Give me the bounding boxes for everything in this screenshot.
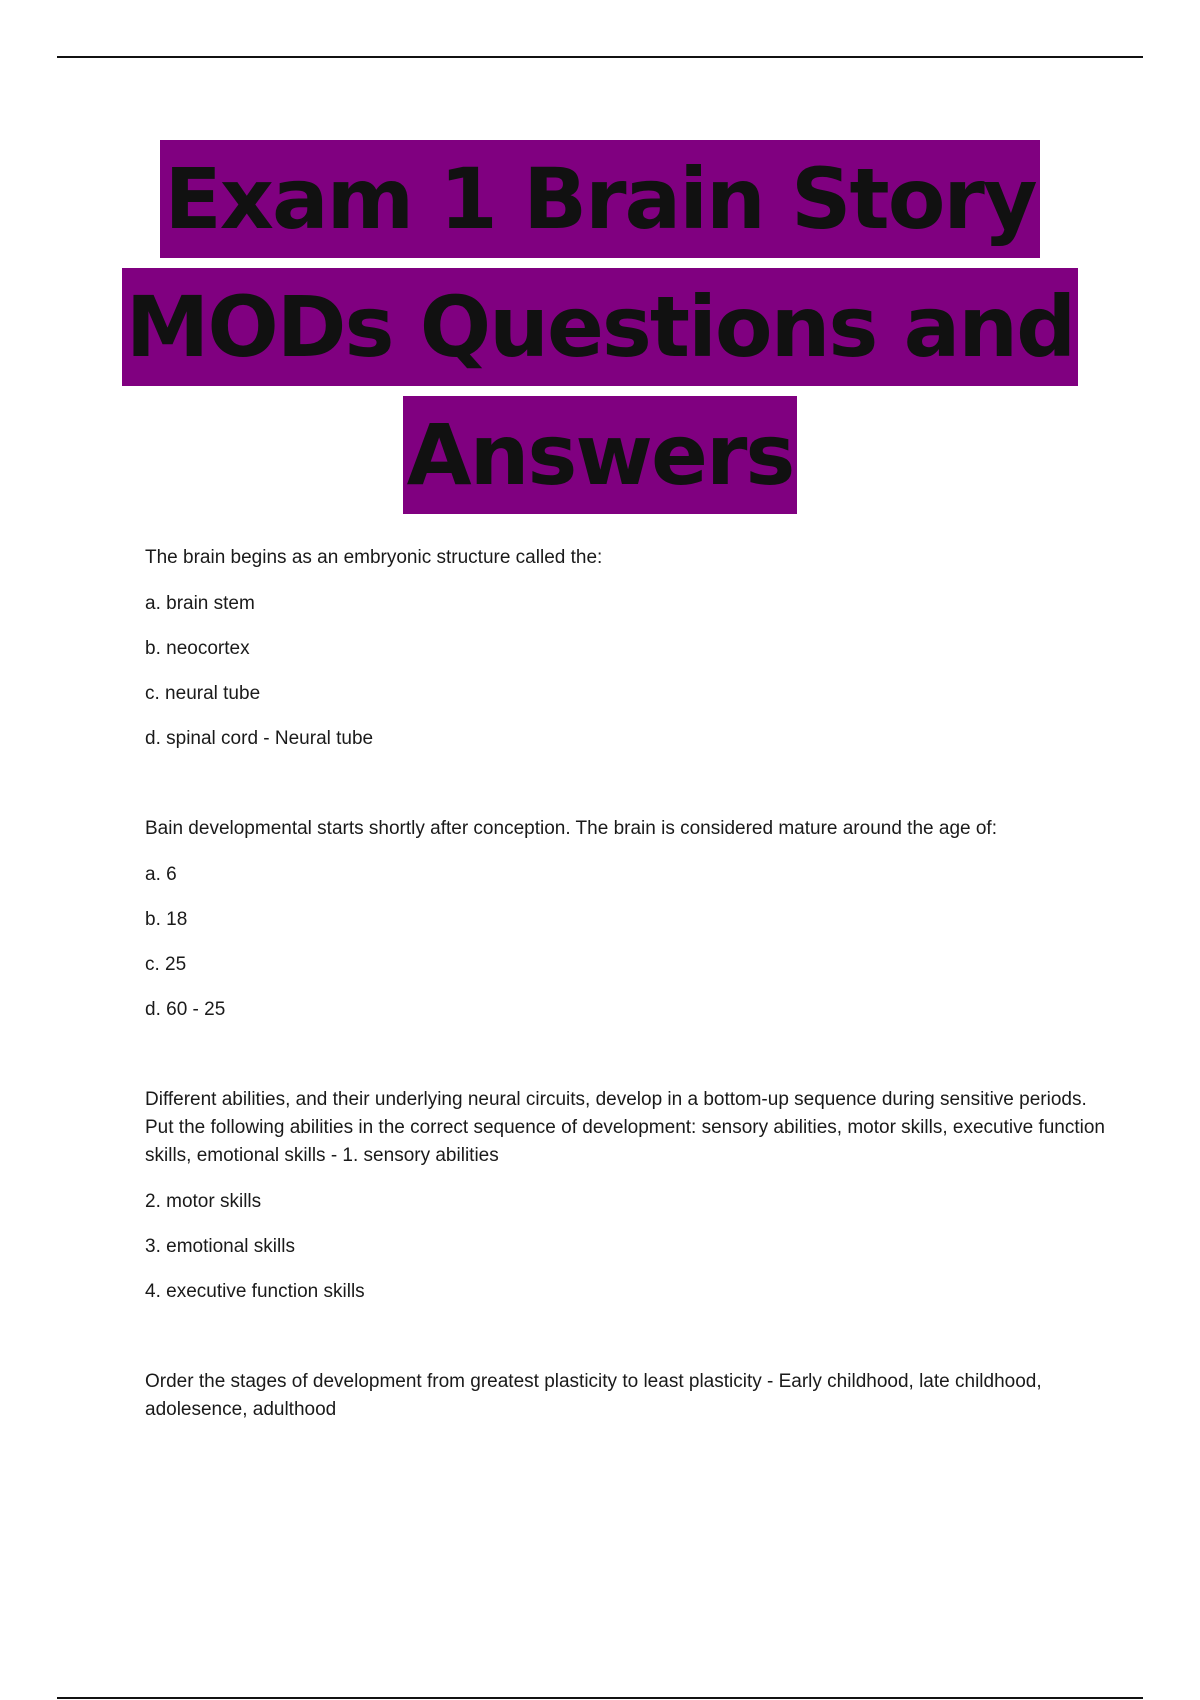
answer-option: d. 60 - 25	[145, 999, 226, 1020]
question-prompt: The brain begins as an embryonic structure called the:	[145, 547, 603, 568]
answer-option: 4. executive function skills	[145, 1281, 365, 1302]
document-title	[0, 140, 1200, 524]
title-line-1: Exam 1 Brain Story	[0, 140, 1200, 268]
answer-option: b. 18	[145, 909, 188, 930]
answer-option: d. spinal cord - Neural tube	[145, 728, 374, 749]
answer-option: a. brain stem	[145, 593, 255, 614]
answer-option: b. neocortex	[145, 638, 250, 659]
top-rule	[57, 56, 1143, 58]
title-line-3: Answers	[0, 396, 1200, 524]
answer-option: a. 6	[145, 864, 177, 885]
question-block-3	[145, 1086, 1105, 1306]
bottom-rule	[57, 1697, 1143, 1699]
title-line-2: MODs Questions and	[0, 268, 1200, 396]
question-prompt: Different abilities, and their underlying neural circuits, develop in a bottom-up sequence during sensitive periods. Put the following abilities in the correct sequence of development: sensory abilities, motor skills, executive function skills, emotional skills - 1. sensory abilities	[145, 1089, 1105, 1166]
answer-option: 3. emotional skills	[145, 1236, 295, 1257]
answer-option: 2. motor skills	[145, 1191, 262, 1212]
question-block-1	[145, 544, 1105, 753]
question-block-4	[145, 1368, 1105, 1424]
answer-option: c. neural tube	[145, 683, 261, 704]
question-block-2	[145, 815, 1105, 1024]
questions-list	[145, 544, 1105, 1486]
answer-option: c. 25	[145, 954, 187, 975]
question-prompt: Bain developmental starts shortly after conception. The brain is considered mature around the age of:	[145, 818, 997, 839]
question-prompt: Order the stages of development from greatest plasticity to least plasticity - Early childhood, late childhood, adolesence, adulthood	[145, 1371, 1042, 1420]
